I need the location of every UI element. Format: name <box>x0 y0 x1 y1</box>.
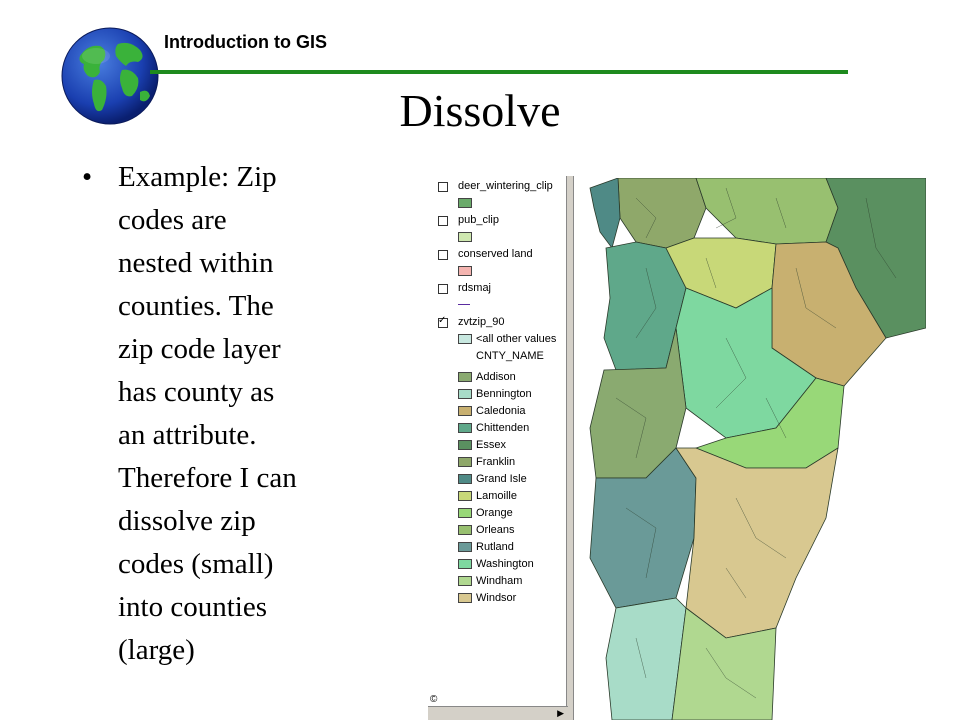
bullet-line: zip code layer <box>118 333 281 365</box>
county-swatch <box>458 593 472 603</box>
county-label: Bennington <box>476 388 532 400</box>
county-swatch <box>458 423 472 433</box>
county-label: Chittenden <box>476 422 530 434</box>
bullet-line: nested within <box>118 247 274 279</box>
county-label: Addison <box>476 371 516 383</box>
layer-name[interactable]: deer_wintering_clip <box>458 180 553 192</box>
bullet-line: counties. The <box>118 290 274 322</box>
layer-checkbox[interactable] <box>438 284 448 294</box>
county-swatch <box>458 576 472 586</box>
roads-line-symbol <box>458 304 470 305</box>
layer-checkbox[interactable] <box>438 182 448 192</box>
county-swatch <box>458 508 472 518</box>
bullet-line: an attribute. <box>118 419 257 451</box>
header-divider <box>150 70 848 74</box>
bullet-line: Example: Zip <box>118 161 277 193</box>
bullet-line: Therefore I can <box>118 462 297 494</box>
county-label: Orleans <box>476 524 515 536</box>
bullet-text <box>118 156 368 672</box>
bullet-line: codes (small) <box>118 548 274 580</box>
county-swatch <box>458 525 472 535</box>
county-swatch <box>458 372 472 382</box>
county-label: Franklin <box>476 456 516 468</box>
county-label: Grand Isle <box>476 473 527 485</box>
field-name-label: CNTY_NAME <box>476 350 544 362</box>
county-swatch <box>458 491 472 501</box>
county-swatch <box>458 406 472 416</box>
bullet-marker: • <box>82 161 93 193</box>
county-label: Rutland <box>476 541 514 553</box>
layer-name[interactable]: conserved land <box>458 248 533 260</box>
county-swatch <box>458 389 472 399</box>
county-label: Windsor <box>476 592 517 604</box>
other-values-label: <all other values <box>476 333 557 345</box>
bullet-line: has county as <box>118 376 275 408</box>
other-values-swatch <box>458 334 472 344</box>
county-label: Essex <box>476 439 506 451</box>
layer-swatch <box>458 266 472 276</box>
bullet-line: into counties <box>118 591 268 623</box>
county-label: Caledonia <box>476 405 526 417</box>
county-swatch <box>458 474 472 484</box>
bullet-line: (large) <box>118 634 195 666</box>
layer-checkbox[interactable] <box>438 318 448 328</box>
layer-name[interactable]: zvtzip_90 <box>458 316 505 328</box>
county-swatch <box>458 559 472 569</box>
county-label: Orange <box>476 507 513 519</box>
county-label: Lamoille <box>476 490 517 502</box>
vermont-zip-map <box>576 178 926 720</box>
county-swatch <box>458 457 472 467</box>
county-label: Windham <box>476 575 523 587</box>
layer-swatch <box>458 198 472 208</box>
county-swatch <box>458 542 472 552</box>
county-swatch <box>458 440 472 450</box>
layer-swatch <box>458 232 472 242</box>
layer-name[interactable]: rdsmaj <box>458 282 492 294</box>
bullet-line: codes are <box>118 204 227 236</box>
map-legend-panel <box>428 176 568 720</box>
bullet-line: dissolve zip <box>118 505 256 537</box>
layer-checkbox[interactable] <box>438 216 448 226</box>
layer-name[interactable]: pub_clip <box>458 214 499 226</box>
slide-title: Dissolve <box>399 85 561 136</box>
scroll-right-icon[interactable]: ▶ <box>557 708 564 718</box>
legend-splitter[interactable] <box>566 176 574 720</box>
header-title: Introduction to GIS <box>164 32 327 52</box>
county-label: Washington <box>476 558 534 570</box>
copyright-mark: © <box>430 694 438 705</box>
legend-horizontal-scrollbar[interactable] <box>428 706 568 720</box>
layer-checkbox[interactable] <box>438 250 448 260</box>
